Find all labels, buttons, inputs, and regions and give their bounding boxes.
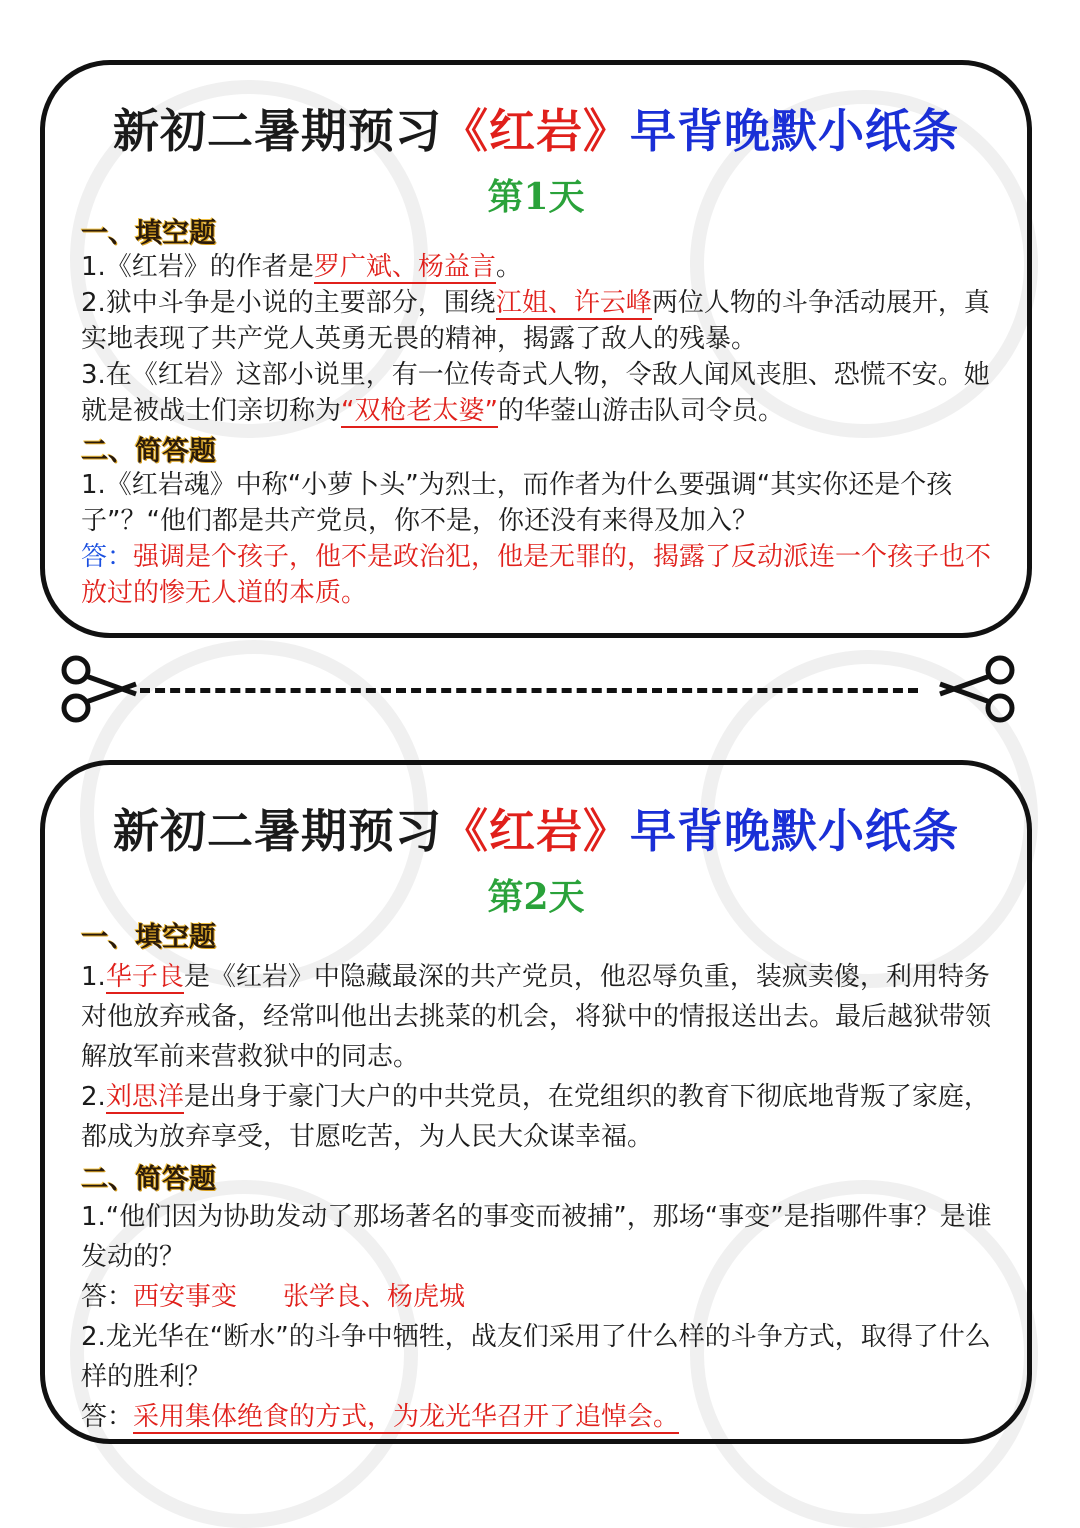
answer-text: 华子良 [105,962,184,992]
answer-text: 罗广斌、杨益言 [313,252,496,282]
day-label: 第1天 [487,176,585,218]
short-question-1: 1.“他们因为协助发动了那场著名的事变而被捕”，那场“事变”是指哪件事？是谁发动的？ [81,1202,992,1272]
section-heading-fill-blank: 一、填空题 [81,218,216,249]
short-answer-1: 答：西安事变 张学良、杨虎城 [81,1282,466,1312]
short-question-2: 2.龙光华在“断水”的斗争中牺牲，战友们采用了什么样的斗争方式，取得了什么样的胜利？ [81,1322,991,1392]
question-1: 1.《红岩》的作者是罗广斌、杨益言。 [81,252,522,282]
scissors-icon [936,654,1020,724]
dashed-cut-line [140,688,918,693]
note-card-day-1 [40,60,1032,638]
scissors-icon [56,654,140,724]
note-card-day-2 [40,760,1032,1444]
card-title: 新初二暑期预习《红岩》早背晚默小纸条 [113,804,959,858]
question-1: 1.华子良是《红岩》中隐藏最深的共产党员，他忍辱负重，装疯卖傻，利用特务对他放弃戒备，经常叫他出去挑菜的机会，将狱中的情报送出去。最后越狱带领解放军前来营救狱中的同志。 [81,962,992,1072]
answer-text: “双枪老太婆” [341,396,498,426]
card-title: 新初二暑期预习《红岩》早背晚默小纸条 [113,104,959,158]
short-question-1: 1.《红岩魂》中称“小萝卜头”为烈士，而作者为什么要强调“其实你还是个孩子”？“他们都是共产党员，你不是，你还没有来得及加入？ [81,470,953,536]
short-answer-2: 答：采用集体绝食的方式，为龙光华召开了追悼会。 [81,1402,680,1432]
section-heading-short-answer: 二、简答题 [81,436,216,467]
section-heading-fill-blank: 一、填空题 [81,922,216,953]
question-3: 3.在《红岩》这部小说里，有一位传奇式人物，令敌人闻风丧胆、恐慌不安。她就是被战士们亲切称为“双枪老太婆”的华蓥山游击队司令员。 [81,360,990,426]
answer-text: 刘思洋 [105,1082,184,1112]
short-answer-1: 答：强调是个孩子，他不是政治犯，他是无罪的，揭露了反动派连一个孩子也不放过的惨无人道的本质。 [81,542,992,608]
question-2: 2.狱中斗争是小说的主要部分，围绕江姐、许云峰两位人物的斗争活动展开，真实地表现了共产党人英勇无畏的精神，揭露了敌人的残暴。 [81,288,990,354]
answer-text: 江姐、许云峰 [495,288,652,318]
question-2: 2.刘思洋是出身于豪门大户的中共党员，在党组织的教育下彻底地背叛了家庭，都成为放弃享受，甘愿吃苦，为人民大众谋幸福。 [81,1082,990,1152]
day-label: 第2天 [487,876,585,918]
section-heading-short-answer: 二、简答题 [81,1164,216,1195]
